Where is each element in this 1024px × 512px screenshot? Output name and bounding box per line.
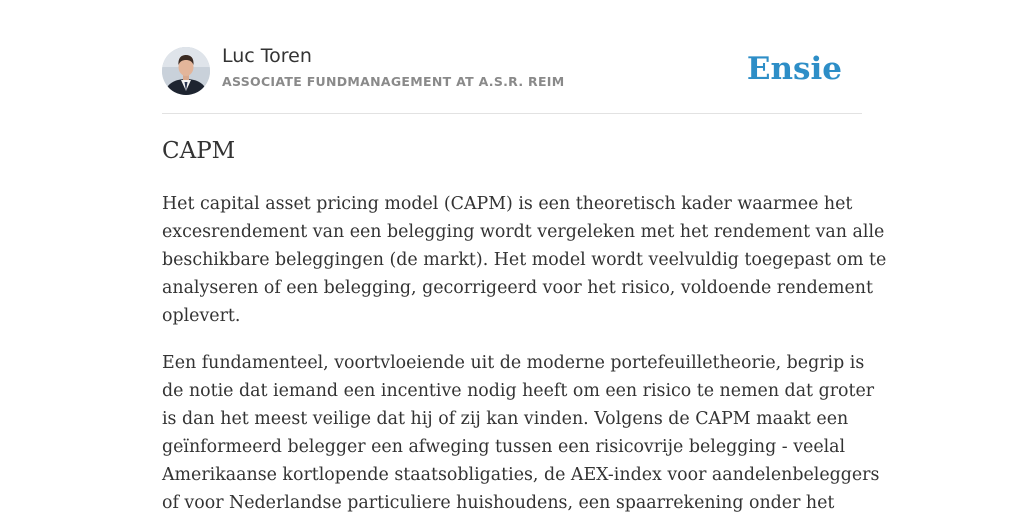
portrait-image [162,47,210,95]
paragraph-line: beschikbare beleggingen (de markt). Het model wordt veelvuldig toegepast om te [162,250,887,270]
author-avatar[interactable] [162,47,210,95]
paragraph-line: oplevert. [162,306,241,326]
paragraph-line: of voor Nederlandse particuliere huishoudens, een spaarrekening onder het [162,493,835,512]
article-container [162,0,887,512]
paragraph-line: Een fundamenteel, voortvloeiende uit de moderne portefeuilletheorie, begrip is [162,353,865,373]
paragraph-line: Het capital asset pricing model (CAPM) is een theoretisch kader waarmee het [162,194,853,214]
ensie-logo[interactable]: Ensie [746,51,842,87]
paragraph-line: Amerikaanse kortlopende staatsobligaties, de AEX-index voor aandelenbeleggers [162,465,880,485]
article-paragraph [162,190,887,330]
paragraph-line: is dan het meest veilige dat hij of zij kan vinden. Volgens de CAPM maakt een [162,409,849,429]
paragraph-line: geïnformeerd belegger een afweging tussen een risicovrije belegging - veelal [162,437,846,457]
paragraph-line: analyseren of een belegging, gecorrigeerd voor het risico, voldoende rendement [162,278,873,298]
paragraph-line: excesrendement van een belegging wordt vergeleken met het rendement van alle [162,222,885,242]
paragraph-line: de notie dat iemand een incentive nodig heeft om een risico te nemen dat groter [162,381,875,401]
author-name[interactable]: Luc Toren [222,45,312,67]
author-header [162,0,862,114]
author-job-title: ASSOCIATE FUNDMANAGEMENT AT A.S.R. REIM [222,74,565,89]
article-paragraph [162,349,880,512]
article-title: CAPM [162,138,236,164]
